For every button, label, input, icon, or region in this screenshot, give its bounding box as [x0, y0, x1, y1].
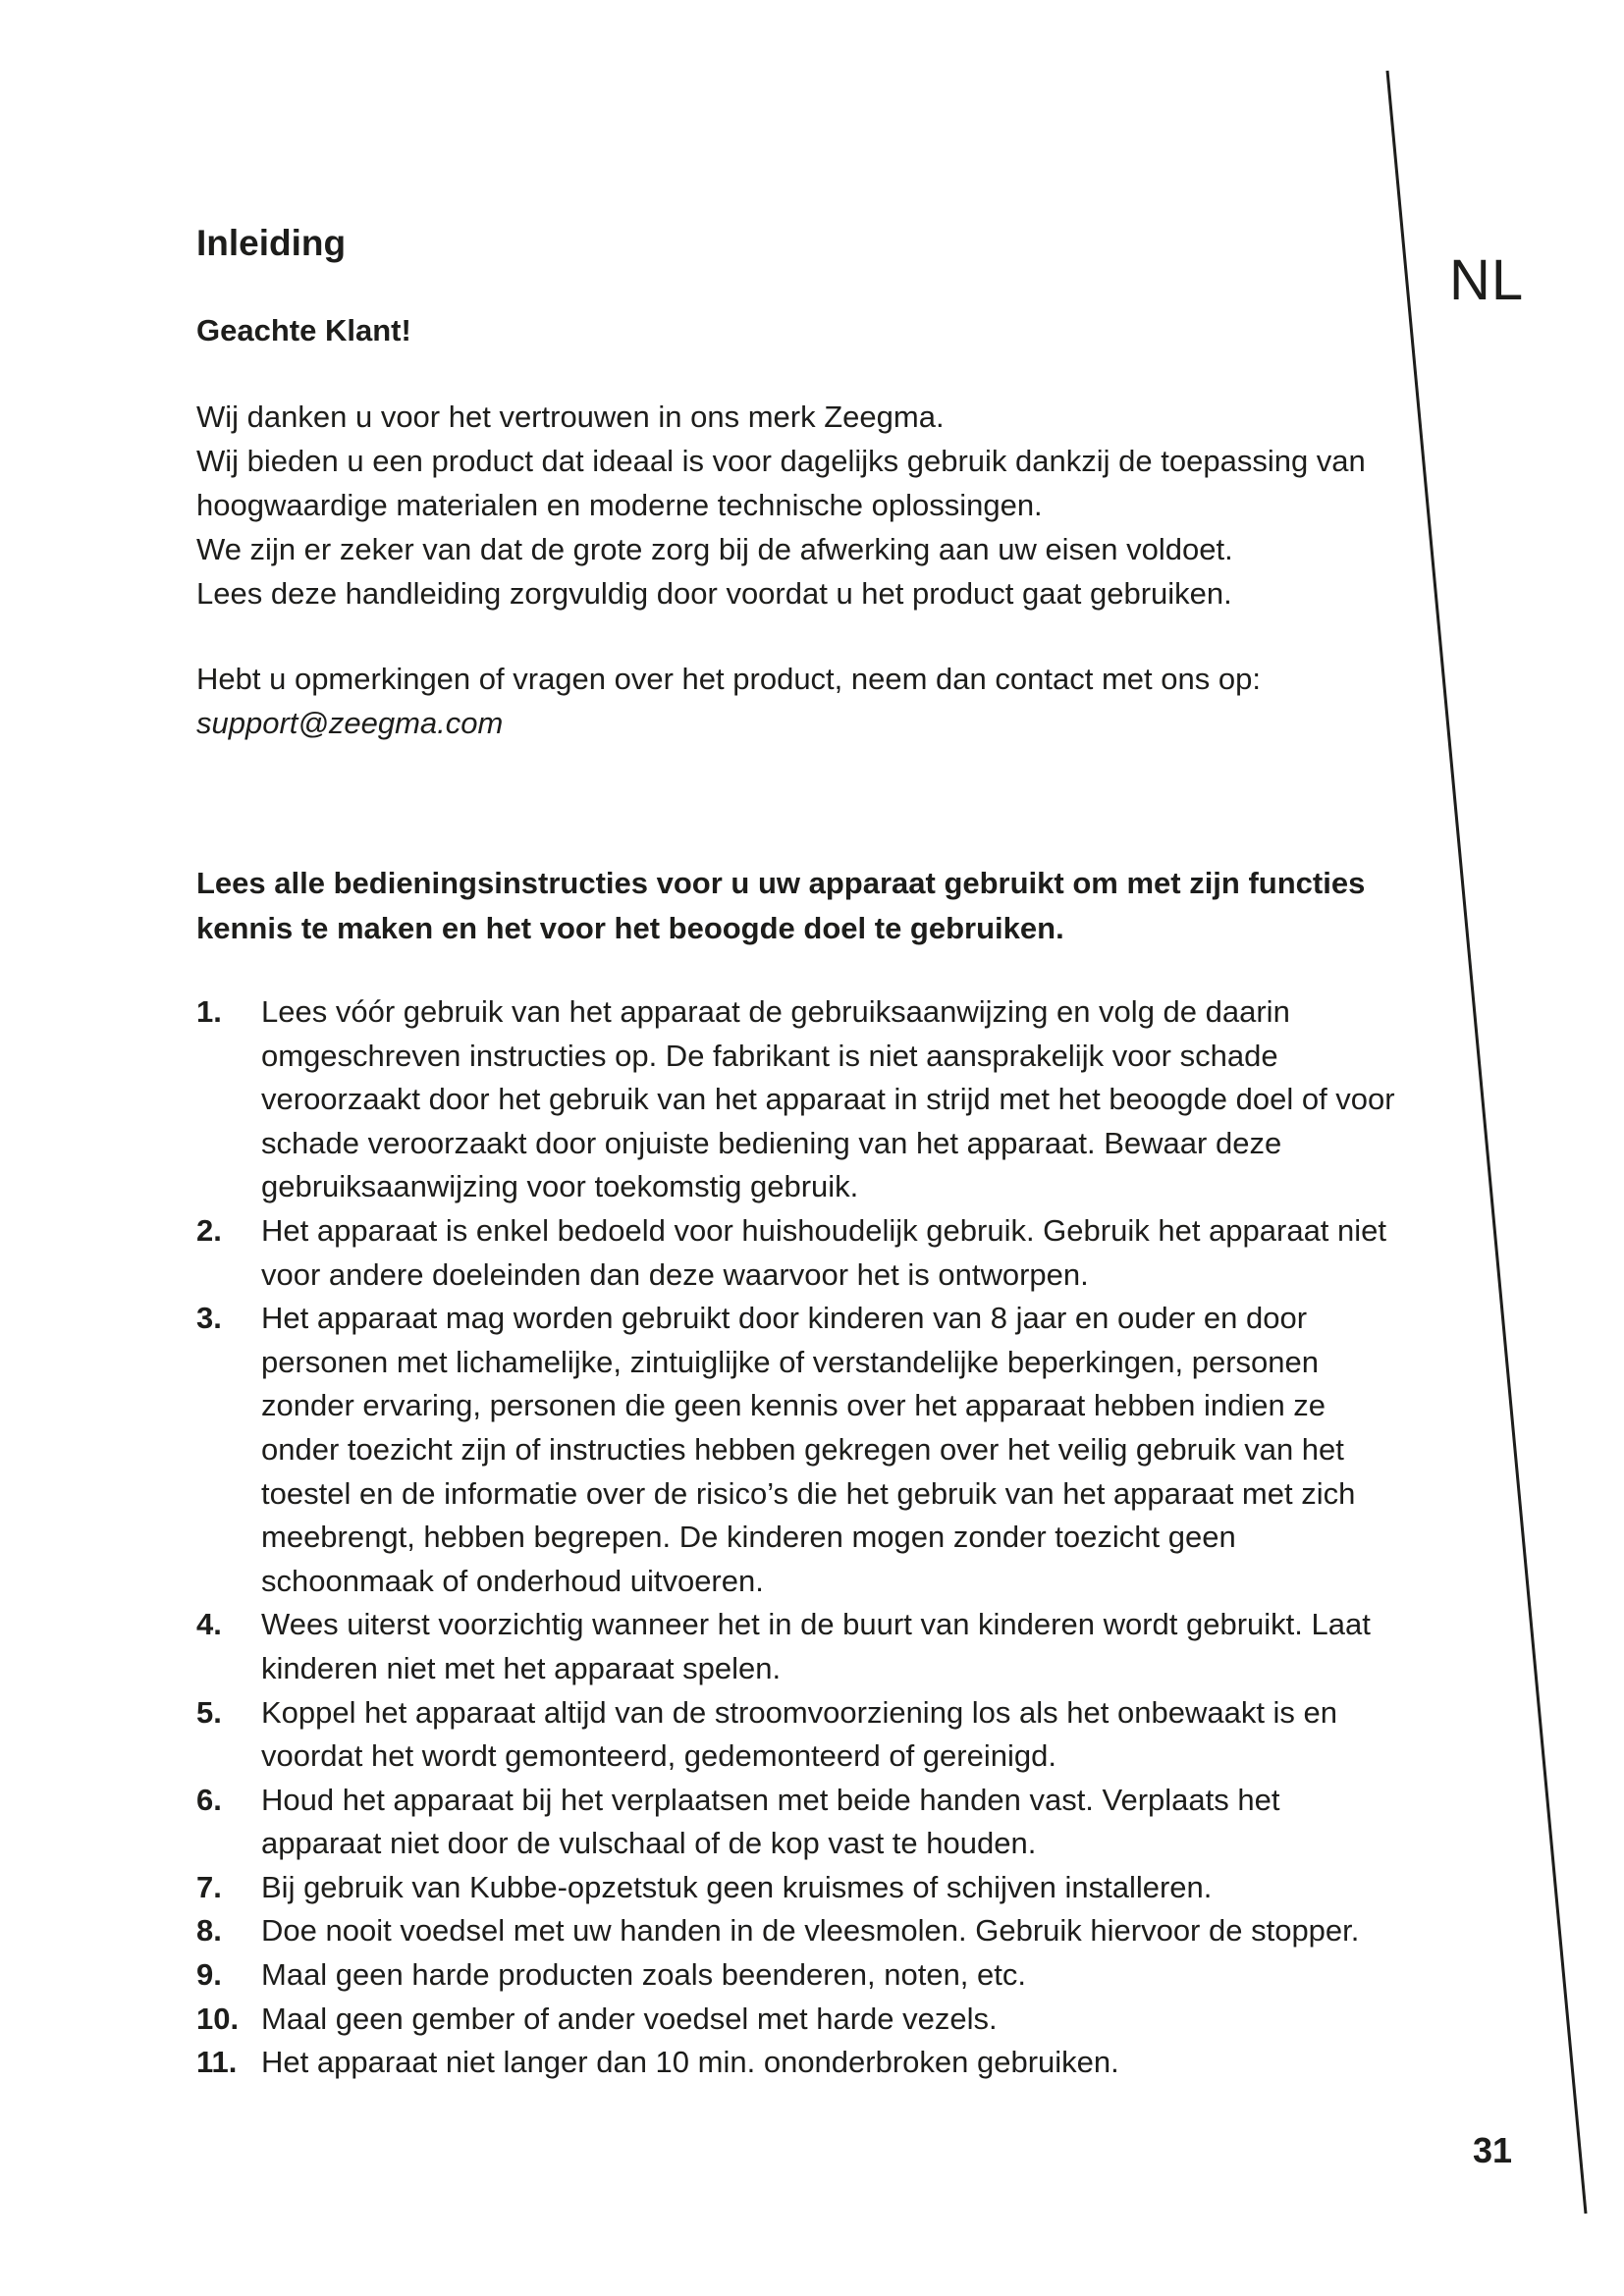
list-item: [196, 1866, 1404, 1910]
item-text: Het apparaat mag worden gebruikt door kinderen van 8 jaar en ouder en door personen met lichamelijke, zintuiglijke of verstandelijke beperkingen, personen zonder ervaring, personen die geen kennis over het apparaat hebben indien ze onder toezicht zijn of instructies hebben gekregen over het veilig gebruik van het toestel en de informatie over de risico’s die het gebruik van het apparaat met zich meebrengt, hebben begrepen. De kinderen mogen zonder toezicht geen schoonmaak of onderhoud uitvoeren.: [261, 1301, 1356, 1598]
intro-line: Wij bieden u een product dat ideaal is voor dagelijks gebruik dankzij de toepassing van hoogwaardige materialen en moderne technische oplossingen.: [196, 444, 1366, 522]
item-text: Het apparaat niet langer dan 10 min. ononderbroken gebruiken.: [261, 2045, 1119, 2080]
item-text: Maal geen gember of ander voedsel met harde vezels.: [261, 2001, 998, 2036]
item-number: 11.: [196, 2045, 238, 2080]
item-number: 2.: [196, 1212, 222, 1248]
section-title: Inleiding: [196, 223, 347, 263]
item-number: 3.: [196, 1301, 222, 1336]
safety-instructions-list: [196, 990, 1404, 2085]
contact-block: [196, 657, 1404, 745]
page-number: 31: [1473, 2130, 1513, 2170]
intro-line: We zijn er zeker van dat de grote zorg bij de afwerking aan uw eisen voldoet.: [196, 532, 1233, 566]
item-number: 9.: [196, 1957, 222, 1993]
item-text: Maal geen harde producten zoals beenderen, noten, etc.: [261, 1957, 1026, 1993]
item-text: Doe nooit voedsel met uw handen in de vleesmolen. Gebruik hiervoor de stopper.: [261, 1913, 1360, 1949]
diagonal-edge-stroke: [1387, 71, 1586, 2214]
intro-line: Wij danken u voor het vertrouwen in ons merk Zeegma.: [196, 400, 945, 434]
intro-line: Lees deze handleiding zorgvuldig door voordat u het product gaat gebruiken.: [196, 576, 1232, 611]
list-item: [196, 1909, 1404, 1953]
list-item: [196, 990, 1404, 1209]
list-item: [196, 2041, 1404, 2085]
item-text: Het apparaat is enkel bedoeld voor huishoudelijk gebruik. Gebruik het apparaat niet voor andere doeleinden dan deze waarvoor het is ontworpen.: [261, 1212, 1387, 1292]
list-item: [196, 1297, 1404, 1603]
page-content: [196, 216, 1404, 2085]
item-text: Lees vóór gebruik van het apparaat de gebruiksaanwijzing en volg de daarin omgeschreven instructies op. De fabrikant is niet aansprakelijk voor schade veroorzaakt door het gebruik van het apparaat in strijd met het beoogde doel of voor schade veroorzaakt door onjuiste bediening van het apparaat. Bewaar deze gebruiksaanwijzing voor toekomstig gebruik.: [261, 994, 1395, 1204]
item-number: 1.: [196, 994, 222, 1029]
list-item: [196, 1603, 1404, 1690]
item-number: 8.: [196, 1913, 222, 1949]
item-number: 4.: [196, 1607, 222, 1642]
contact-email: support@zeegma.com: [196, 706, 504, 740]
list-item: [196, 1998, 1404, 2042]
intro-paragraphs: [196, 395, 1404, 615]
item-number: 5.: [196, 1694, 222, 1730]
list-item: [196, 1209, 1404, 1297]
list-item: [196, 1779, 1404, 1866]
list-item: [196, 1953, 1404, 1998]
item-text: Koppel het apparaat altijd van de stroomvoorziening los als het onbewaakt is en voordat het wordt gemonteerd, gedemonteerd of gereinigd.: [261, 1694, 1338, 1774]
contact-text: Hebt u opmerkingen of vragen over het product, neem dan contact met ons op:: [196, 662, 1261, 696]
item-text: Bij gebruik van Kubbe-opzetstuk geen kruismes of schijven installeren.: [261, 1869, 1213, 1904]
greeting: Geachte Klant!: [196, 313, 411, 347]
item-text: Houd het apparaat bij het verplaatsen met beide handen vast. Verplaats het apparaat niet door de vulschaal of de kop vast te houden.: [261, 1782, 1280, 1861]
item-number: 10.: [196, 2001, 240, 2036]
list-item: [196, 1691, 1404, 1779]
item-number: 6.: [196, 1782, 222, 1817]
item-text: Wees uiterst voorzichtig wanneer het in de buurt van kinderen wordt gebruikt. Laat kinderen niet met het apparaat spelen.: [261, 1607, 1371, 1685]
language-tag: NL: [1449, 248, 1525, 312]
item-number: 7.: [196, 1869, 222, 1904]
safety-notice: Lees alle bedieningsinstructies voor u uw apparaat gebruikt om met zijn functies kennis te maken en het voor het beoogde doel te gebruiken.: [196, 866, 1366, 945]
